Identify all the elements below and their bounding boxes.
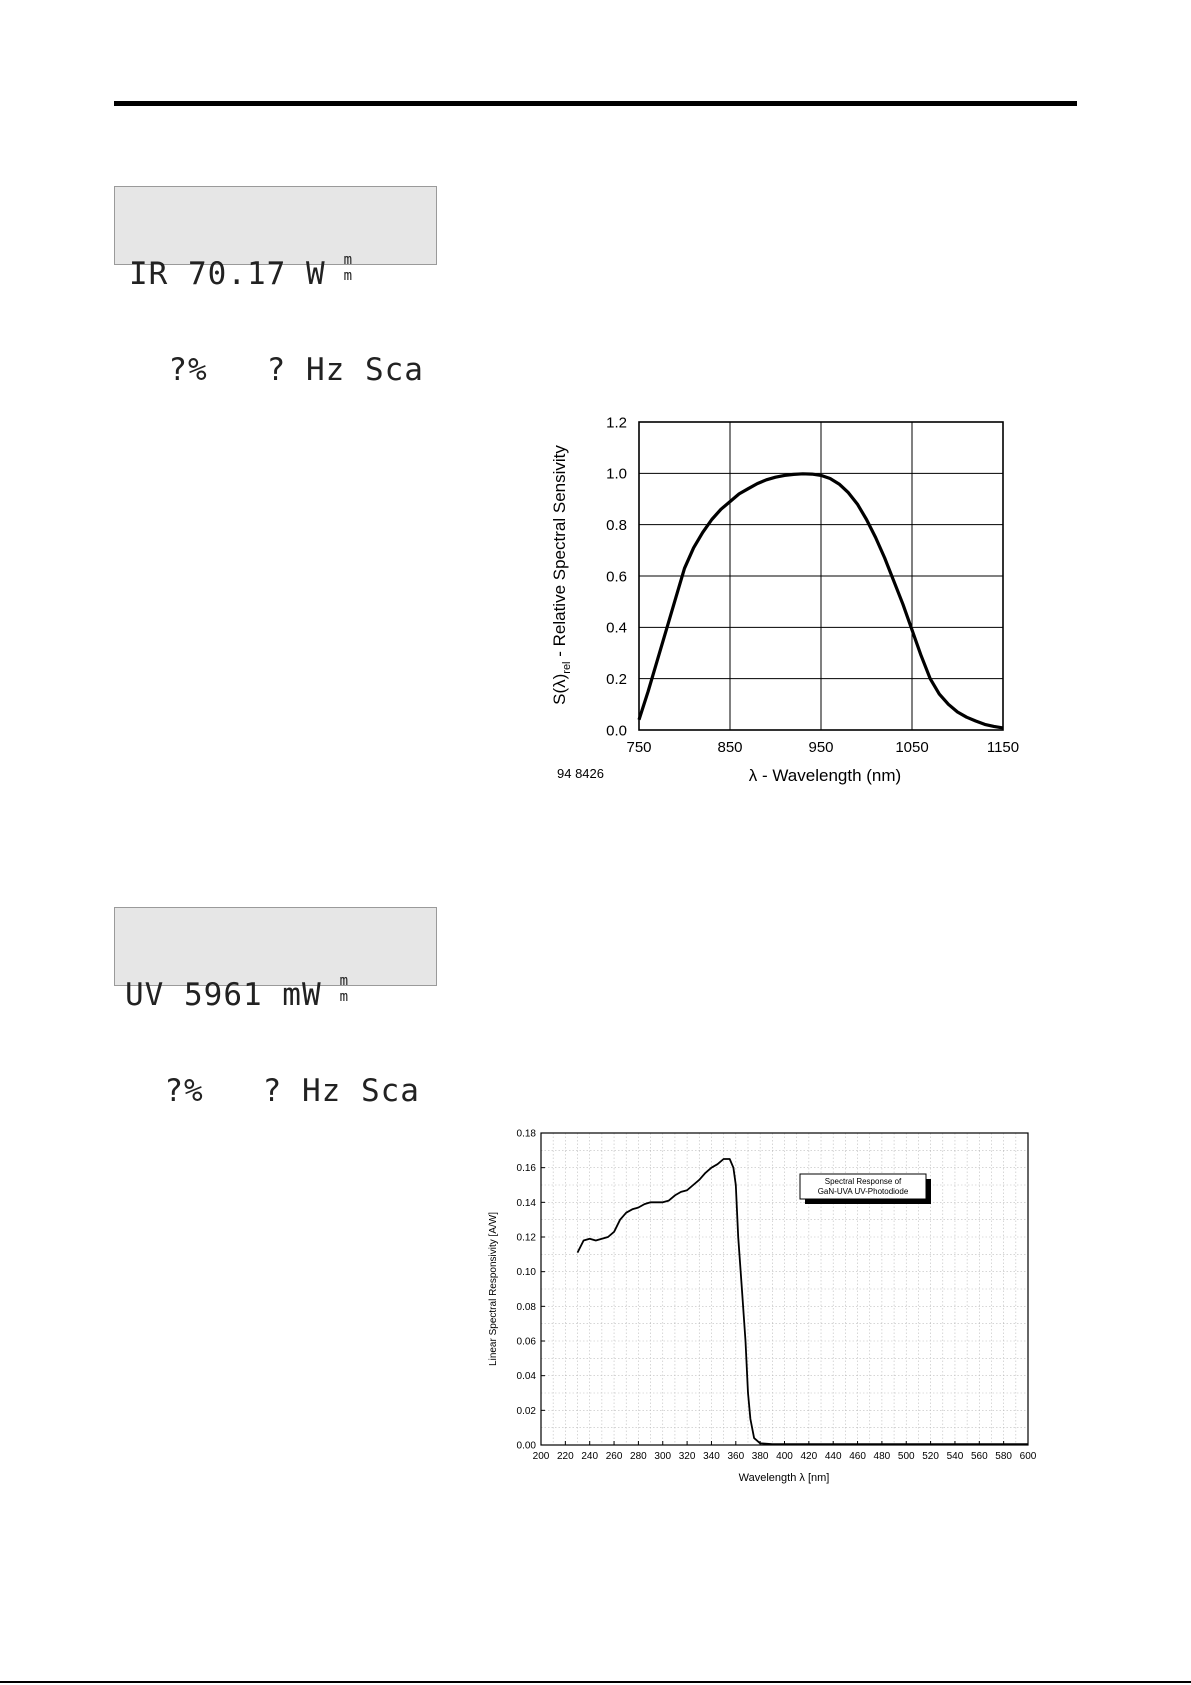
x-tick-label: 340 — [703, 1451, 720, 1462]
uv-chart-legend — [800, 1174, 931, 1204]
x-tick-label: 500 — [897, 1451, 915, 1462]
x-tick-label: 1050 — [895, 739, 929, 756]
x-tick-label: 320 — [678, 1451, 696, 1462]
x-tick-label: 300 — [654, 1451, 672, 1462]
lcd-uv-unit-sub: m — [339, 989, 349, 1005]
ir-chart-xlabel: λ - Wavelength (nm) — [748, 766, 902, 785]
y-tick-label: 0.4 — [606, 619, 627, 637]
y-tick-label: 0.08 — [516, 1301, 536, 1313]
x-tick-label: 360 — [727, 1451, 745, 1462]
x-tick-label: 560 — [970, 1451, 988, 1462]
x-tick-label: 750 — [626, 739, 652, 756]
y-tick-label: 0.00 — [516, 1440, 536, 1452]
y-tick-label: 0.06 — [516, 1336, 536, 1348]
y-tick-label: 0.0 — [606, 722, 627, 740]
ir-spectral-chart — [520, 400, 1040, 800]
bottom-rule — [0, 1681, 1191, 1683]
x-tick-label: 480 — [873, 1451, 891, 1462]
x-tick-label: 540 — [946, 1451, 964, 1462]
lcd-display-uv — [114, 907, 437, 1109]
x-tick-label: 460 — [849, 1451, 866, 1462]
x-tick-label: 580 — [995, 1451, 1012, 1462]
uv-chart-grid — [541, 1133, 1028, 1445]
x-tick-label: 200 — [532, 1451, 550, 1462]
y-tick-label: 0.6 — [606, 568, 627, 586]
uv-legend-line2: GaN-UVA UV-Photodiode — [817, 1187, 909, 1196]
y-tick-label: 0.2 — [606, 670, 627, 688]
lcd-uv-reading: UV 5961 mW — [125, 977, 322, 1013]
ir-chart-ticks — [606, 414, 1019, 756]
y-tick-label: 0.8 — [606, 516, 627, 534]
uv-chart-ticks — [517, 1129, 1037, 1463]
lcd-ir-line1 — [129, 252, 436, 292]
x-tick-label: 520 — [922, 1451, 939, 1462]
uv-chart-ylabel: Linear Spectral Responsivity [A/W] — [488, 1212, 499, 1366]
x-tick-label: 440 — [824, 1451, 842, 1462]
x-tick-label: 400 — [776, 1451, 793, 1462]
y-tick-label: 1.2 — [606, 414, 627, 432]
x-tick-label: 600 — [1019, 1451, 1037, 1462]
y-tick-label: 0.14 — [516, 1197, 536, 1209]
uv-legend-line1: Spectral Response of — [824, 1177, 902, 1186]
lcd-ir-unit-sub: m — [343, 268, 353, 284]
ir-chart-grid — [639, 422, 1003, 730]
y-tick-label: 0.12 — [516, 1232, 536, 1244]
y-tick-label: 0.18 — [516, 1128, 536, 1140]
x-tick-label: 380 — [751, 1451, 769, 1462]
x-tick-label: 850 — [717, 739, 743, 756]
lcd-uv-line2: ?% ? Hz Sca — [125, 1073, 420, 1109]
lcd-uv-line1 — [125, 973, 436, 1013]
x-tick-label: 240 — [581, 1451, 599, 1462]
y-tick-label: 1.0 — [606, 465, 627, 483]
uv-chart-xlabel: Wavelength λ [nm] — [738, 1472, 830, 1484]
ir-figure-code: 94 8426 — [557, 766, 604, 781]
x-tick-label: 1150 — [986, 739, 1020, 756]
x-tick-label: 260 — [605, 1451, 623, 1462]
uv-spectral-chart — [480, 1120, 1050, 1490]
lcd-ir-reading: IR 70.17 W — [129, 256, 326, 292]
y-tick-label: 0.04 — [516, 1371, 536, 1383]
x-tick-label: 420 — [800, 1451, 818, 1462]
ir-chart-ylabel: $S(\lambda)_{rel}$ - Relative Spectral Sensivity — [550, 445, 573, 705]
y-tick-label: 0.02 — [516, 1405, 536, 1417]
lcd-uv-unit-sup: m — [339, 973, 349, 989]
x-tick-label: 950 — [808, 739, 834, 756]
top-rule — [114, 101, 1077, 106]
y-tick-label: 0.16 — [516, 1163, 536, 1175]
y-tick-label: 0.10 — [516, 1267, 536, 1279]
lcd-ir-unit-sup: m — [343, 252, 353, 268]
x-tick-label: 220 — [557, 1451, 574, 1462]
uv-responsivity-curve — [578, 1159, 1029, 1444]
x-tick-label: 280 — [630, 1451, 647, 1462]
lcd-ir-line2: ?% ? Hz Sca — [129, 352, 424, 388]
lcd-display-ir — [114, 186, 437, 388]
